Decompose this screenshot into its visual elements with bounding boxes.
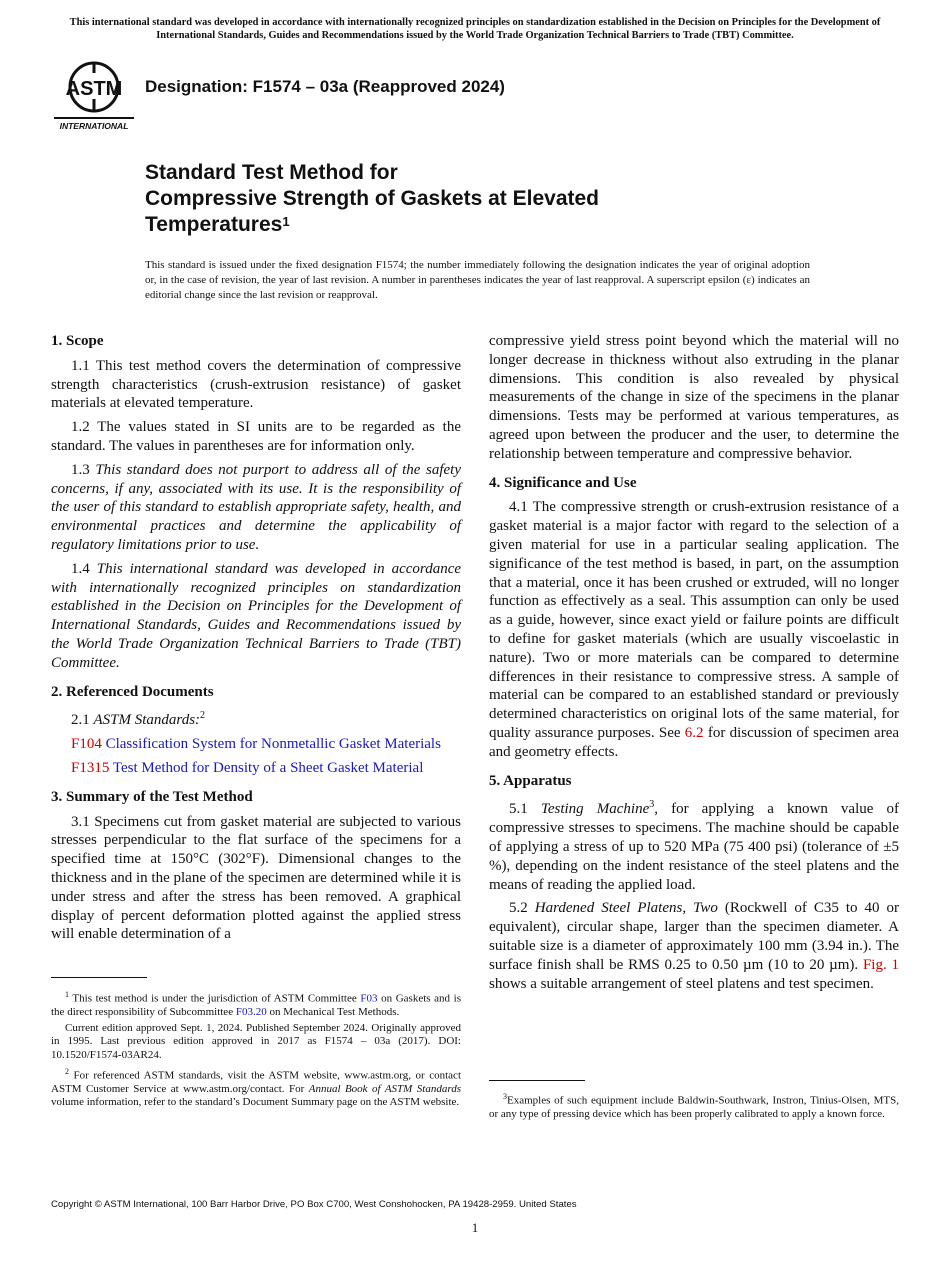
footnote-mark: 3 bbox=[649, 799, 655, 811]
paragraph-text: This international standard was developed in accordance with internationally recognized principles on standardization established in the Decision on Principles for the Development of International Standards, Guides and Recommendations issued by the World Trade Organization Technical Barriers to Trade (TBT) Committee. bbox=[51, 560, 462, 671]
document-title bbox=[145, 160, 599, 238]
footnote-rule bbox=[489, 1080, 585, 1081]
footnote-text: For referenced ASTM standards, visit the ASTM website, www.astm.org, or contact ASTM Customer Service at www.astm.org/contact. For bbox=[51, 1069, 461, 1095]
paragraph-number: 2.1 bbox=[71, 712, 90, 729]
footnote-edition: Current edition approved Sept. 1, 2024. Published September 2024. Originally approved in 1995. Last previous edition approved in 2017 as F1574 – 03a (2017). DOI: 10.1520/F1574-03AR24. bbox=[51, 1021, 461, 1062]
paragraph-1-3 bbox=[51, 461, 461, 555]
paragraph-text: ASTM Standards: bbox=[93, 712, 201, 729]
committee-link[interactable]: F03 bbox=[360, 992, 378, 1005]
copyright-line: Copyright © ASTM International, 100 Barr Harbor Drive, PO Box C700, West Conshohocken, PA 19428-2959. United States bbox=[51, 1199, 577, 1210]
footnote-text: This test method is under the jurisdiction of ASTM Committee bbox=[72, 992, 357, 1005]
title-line-2: Compressive Strength of Gaskets at Elevated bbox=[145, 187, 599, 210]
issued-note: This standard is issued under the fixed designation F1574; the number immediately following the designation indicates the year of original adoption or, in the case of revision, the year of last revision. A number in parentheses indicates the year of last reapproval. A superscript epsilon (ε) indicates an editorial change since the last revision or reapproval. bbox=[145, 259, 810, 301]
paragraph-text: This standard does not purport to address all of the safety concerns, if any, associated with its use. It is the responsibility of the user of this standard to establish appropriate safety, health, and environmental practices and determine the applicability of regulatory limitations prior to use. bbox=[51, 461, 462, 553]
reference-title-link[interactable]: Test Method for Density of a Sheet Gasket Material bbox=[112, 759, 424, 776]
paragraph-2-1 bbox=[51, 707, 461, 730]
footnote-text: Examples of such equipment include Baldwin-Southwark, Instron, Tinius-Olsen, MTS, or any type of pressing device which has been properly calibrated to apply a known force. bbox=[489, 1094, 899, 1121]
paragraph-text: shows a suitable arrangement of steel platens and test specimen. bbox=[489, 975, 874, 992]
astm-logo bbox=[52, 57, 136, 131]
subcommittee-link[interactable]: F03.20 bbox=[235, 1006, 267, 1019]
paragraph-term: Hardened Steel Platens, Two bbox=[534, 900, 718, 917]
footnote-mark: 2 bbox=[200, 710, 206, 722]
footnote-text: volume information, refer to the standard’s Document Summary page on the ASTM website. bbox=[51, 1096, 460, 1109]
reference-code-link[interactable]: F104 bbox=[71, 736, 102, 753]
figure-link[interactable]: Fig. 1 bbox=[862, 956, 899, 973]
logo-subtext: INTERNATIONAL bbox=[59, 121, 129, 131]
footnote-text: on Gaskets and is the direct responsibility of Subcommittee bbox=[51, 992, 462, 1019]
paragraph-5-1 bbox=[489, 796, 899, 894]
paragraph-4-1 bbox=[489, 498, 899, 761]
designation: Designation: F1574 – 03a (Reapproved 2024) bbox=[145, 77, 505, 96]
logo-text: ASTM bbox=[65, 78, 123, 100]
paragraph-term: Testing Machine bbox=[540, 801, 650, 818]
right-column bbox=[489, 332, 899, 998]
footnote-mark: 2 bbox=[65, 1066, 69, 1076]
paragraph-number: 1.4 bbox=[71, 560, 90, 577]
paragraph-3-1-continued: compressive yield stress point beyond which the material will no longer decrease in thickness without also extruding in the planar dimensions. This condition is also revealed by physical measurements of the change in size of the specimens in the planar dimensions. Tests may be performed at various temperatures, as agreed upon between the producer and the user, to determine the relationship between temperature and compressive behavior. bbox=[489, 333, 899, 462]
section-heading-scope: 1. Scope bbox=[51, 333, 104, 349]
astm-logo-icon bbox=[52, 57, 136, 131]
footnotes-left bbox=[51, 988, 461, 1112]
footnote-italic: Annual Book of ASTM Standards bbox=[308, 1082, 462, 1095]
paragraph-1-1: 1.1 This test method covers the determination of compressive strength characteristics (crush-extrusion resistance) of gasket materials at elevated temperature. bbox=[51, 357, 461, 412]
reference-item[interactable] bbox=[51, 759, 461, 778]
page-number: 1 bbox=[471, 1220, 479, 1235]
section-heading-significance: 4. Significance and Use bbox=[489, 474, 637, 491]
title-footnote-mark: 1 bbox=[282, 214, 290, 229]
reference-code-link[interactable]: F1315 bbox=[71, 759, 110, 776]
paragraph-5-2 bbox=[489, 899, 899, 993]
paragraph-text: 4.1 The compressive strength or crush-extrusion resistance of a gasket material is a major factor with regard to the selection of a given material for use in a particular sealing application. The significance of the test method is based, in part, on the assumption that a material, once it has been crushed or extruded, will no longer function as effectively as a seal. This assumption can only be used as a guide, however, since exact yield or failure points are difficult to define for gasket materials (which are usually viscoelastic in nature). Two or more materials can be compared to determine differences in their resistance to compressive stress. A sample of material can be compared to an established standard or previously determined characteristics on original lots of the same material, for quality assurance purposes. See bbox=[489, 499, 899, 741]
paragraph-3-1: 3.1 Specimens cut from gasket material are subjected to various stresses perpendicular to the flat surface of the specimens for a specified time at 150°C (302°F). Dimensional changes to the thickness and in the plane of the specimen are determined while it is under stress and after the stress has been removed. A graphical display of percent deformation plotted against the applied stress will enable determination of a bbox=[51, 813, 461, 943]
reference-item[interactable] bbox=[51, 735, 461, 754]
footnote-mark: 1 bbox=[65, 990, 69, 999]
section-heading-summary: 3. Summary of the Test Method bbox=[51, 788, 253, 805]
paragraph-number: 5.1 bbox=[509, 801, 528, 818]
footnote-1 bbox=[51, 988, 461, 1020]
reference-title-link[interactable]: Classification System for Nonmetallic Gasket Materials bbox=[105, 736, 441, 753]
top-notice: This international standard was developed in accordance with internationally recognized principles on standardization established in the Decision on Principles for the Development of International Standards, Guides and Recommendations issued by the World Trade Organization Technical Barriers to Trade (TBT) Committee. bbox=[69, 17, 881, 41]
paragraph-1-2: 1.2 The values stated in SI units are to be regarded as the standard. The values in parentheses are for information only. bbox=[51, 419, 461, 454]
paragraph-text: for discussion of specimen area and geometry effects. bbox=[489, 724, 900, 760]
paragraph-text: (Rockwell of C35 to 40 or equivalent), circular shape, larger than the specimen diameter. A suitable size is a diameter of approximately 100 mm (3.94 in.). The surface finish shall be RMS 0.25 to 0.50 µm (10 to 20 µm). bbox=[489, 900, 900, 973]
title-line-3: Temperatures bbox=[145, 213, 283, 236]
footnote-2 bbox=[51, 1065, 461, 1110]
footnote-mark: 3 bbox=[503, 1092, 507, 1101]
paragraph-number: 1.3 bbox=[71, 461, 90, 478]
title-line-1: Standard Test Method for bbox=[145, 161, 398, 184]
section-heading-referenced-documents: 2. Referenced Documents bbox=[51, 683, 214, 700]
paragraph-1-4 bbox=[51, 560, 461, 673]
footnote-3 bbox=[489, 1090, 899, 1122]
footnote-rule bbox=[51, 977, 147, 978]
footnote-text: on Mechanical Test Methods. bbox=[269, 1006, 400, 1019]
footnotes-right bbox=[489, 1090, 899, 1124]
paragraph-text: , for applying a known value of compressive stresses to specimens. The machine should be capable of applying a stress of up to 520 MPa (75 400 psi) (tolerance of ±5 %), depending on the indent resistance of the steel platens and the means of reading the applied load. bbox=[489, 801, 900, 893]
paragraph-number: 5.2 bbox=[509, 900, 528, 917]
left-column bbox=[51, 332, 461, 949]
section-link[interactable]: 6.2 bbox=[684, 724, 704, 741]
section-heading-apparatus: 5. Apparatus bbox=[489, 772, 572, 789]
